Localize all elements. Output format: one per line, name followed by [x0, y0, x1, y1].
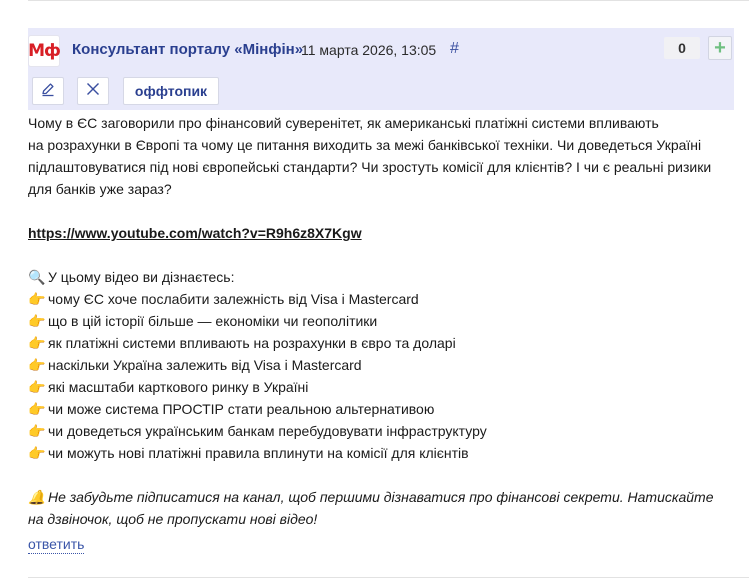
pointing-hand-icon: 👉: [28, 401, 46, 417]
list-title: [28, 266, 734, 288]
vote-score: 0: [664, 37, 700, 59]
outro-line: 🔔 Не забудьте підписатися на канал, щоб першими дізнаватися про фінансові секрети. Натискайте: [28, 486, 734, 508]
offtopic-button[interactable]: оффтопик: [123, 77, 219, 105]
delete-button[interactable]: [77, 77, 109, 105]
list-title-text: У цьому відео ви дізнаєтесь:: [48, 269, 235, 285]
post-header: [28, 28, 734, 110]
intro-line: Чому в ЄС заговорили про фінансовий суверенітет, як американські платіжні системи впливають: [28, 115, 659, 131]
pointing-hand-icon: 👉: [28, 313, 46, 329]
intro-line: підлаштовуватися під нові європейські стандарти? Чи зростуть комісії для клієнтів? І чи є реальні ризики: [28, 159, 712, 175]
edit-button[interactable]: [32, 77, 64, 105]
list-item: 👉 що в цій історії більше — економіки чи геополітики: [28, 310, 734, 332]
pointing-hand-icon: 👉: [28, 423, 46, 439]
list-item: 👉 чому ЄС хоче послабити залежність від Visa і Mastercard: [28, 288, 734, 310]
permalink-hash[interactable]: #: [450, 40, 459, 57]
top-divider: [28, 0, 749, 1]
list-item: 👉 які масштаби карткового ринку в Україні: [28, 376, 734, 398]
list-item: 👉 наскільки Україна залежить від Visa і Mastercard: [28, 354, 734, 376]
bell-icon: 🔔: [28, 489, 46, 505]
post-date: 11 марта 2026, 13:05: [301, 42, 437, 58]
pointing-hand-icon: 👉: [28, 335, 46, 351]
close-icon: [85, 81, 101, 102]
post-body: [28, 112, 734, 530]
intro-line: на розрахунки в Європі та чому це питання виходить за межі банківської техніки. Чи доведеться Україні: [28, 137, 702, 153]
magnifier-icon: 🔍: [28, 269, 46, 285]
minfin-logo[interactable]: Мф: [28, 35, 60, 67]
pointing-hand-icon: 👉: [28, 379, 46, 395]
pencil-icon: [40, 81, 56, 102]
outro-line: на дзвіночок, щоб не пропускати нові відео!: [28, 511, 318, 527]
pointing-hand-icon: 👉: [28, 291, 46, 307]
intro-line: для банків уже зараз?: [28, 181, 172, 197]
pointing-hand-icon: 👉: [28, 357, 46, 373]
list-item: 👉 чи можуть нові платіжні правила вплинути на комісії для клієнтів: [28, 442, 734, 464]
reply-link[interactable]: ответить: [28, 536, 85, 552]
list-item: 👉 чи може система ПРОСТІР стати реальною альтернативою: [28, 398, 734, 420]
pointing-hand-icon: 👉: [28, 445, 46, 461]
list-item: 👉 чи доведеться українським банкам перебудовувати інфраструктуру: [28, 420, 734, 442]
author-link[interactable]: Консультант порталу «Мінфін»: [72, 41, 304, 58]
bottom-divider: [28, 577, 749, 578]
list-item: 👉 як платіжні системи впливають на розрахунки в євро та доларі: [28, 332, 734, 354]
upvote-button[interactable]: +: [708, 36, 732, 60]
youtube-link[interactable]: https://www.youtube.com/watch?v=R9h6z8X7Kgw: [28, 225, 362, 241]
